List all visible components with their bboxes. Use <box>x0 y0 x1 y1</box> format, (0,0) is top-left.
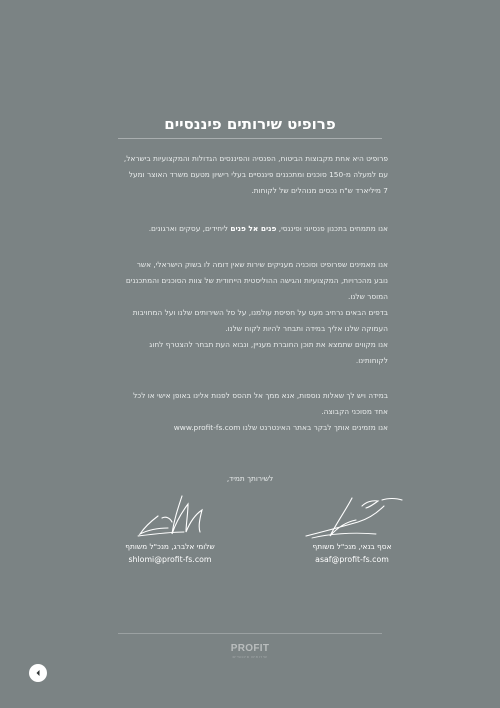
face-to-face-highlight: פנים אל פנים <box>230 224 277 233</box>
signatory-email-shlomi[interactable]: shlomi@profit-fs.com <box>128 555 212 564</box>
back-button[interactable] <box>29 664 47 682</box>
footer-divider <box>118 633 382 634</box>
beliefs-line: אנו מקווים שתמצא את תוכן החוברת מעניין, ונבוא העת תבחר להצטרף לחוג <box>149 340 388 349</box>
intro-line: פרופיט היא אחת מקבוצות הביטוח, הפנסיה והפיננסים הגדולות והמקצועיות בישראל, <box>123 154 388 163</box>
specialty-line <box>118 221 388 237</box>
signature-block-shlomi <box>80 488 260 564</box>
contact-line <box>118 420 388 436</box>
signature-shlomi-icon <box>110 488 230 540</box>
signatory-email-asaf[interactable]: asaf@profit-fs.com <box>315 555 389 564</box>
chevron-left-icon <box>34 669 42 677</box>
company-logo <box>225 643 275 659</box>
signature-asaf-icon <box>292 492 412 540</box>
closing-line: לשירותך תמיד, <box>226 474 274 483</box>
intro-line: עם למעלה מ-150 סוכנים ומתכננים פיננסיים בעלי רישיון מטעם משרד האוצר ומעל <box>128 170 388 179</box>
intro-line: 7 מיליארד ש"ח נכסים מנוהלים של לקוחות. <box>251 186 388 195</box>
logo-wordmark: PROFIT <box>230 643 270 654</box>
specialty-paragraph <box>118 221 388 237</box>
beliefs-line: לקוחותינו. <box>355 356 388 365</box>
logo-subtitle: שירותים פיננסיים <box>232 655 268 659</box>
specialty-text-end: ליחידים, עסקים וארגונים. <box>148 224 231 233</box>
signatory-name-asaf: אסף בנאי, מנכ"ל משותף <box>312 542 392 551</box>
signature-block-asaf <box>262 492 442 564</box>
contact-line: אחד מסוכני הקבוצה. <box>321 407 388 416</box>
website-invite-text: אנו מזמינים אותך לבקר באתר האינטרנט שלנו <box>240 423 388 432</box>
beliefs-line: אנו מאמינים שפרופיט וסוכניה מעניקים שירות שאין דומה לו בשוק הישראלי, אשר <box>136 260 388 269</box>
contact-paragraph <box>118 388 388 436</box>
beliefs-line: נובע מהכרויות, המקצועיות והגישה ההוליסטית הייחודית של צוות הסוכנים והמתכננים <box>125 276 388 285</box>
website-link[interactable]: www.profit-fs.com <box>173 423 241 432</box>
beliefs-line: המוסר שלנו. <box>348 292 388 301</box>
intro-paragraph <box>118 151 388 199</box>
title-divider <box>118 138 382 139</box>
beliefs-line: העמוקה שלנו אליך במידה ותבחר להיות לקוח שלנו. <box>225 324 388 333</box>
specialty-text: אנו מתמחים בתכנון פנסיוני ופיננסי, <box>276 224 388 233</box>
beliefs-paragraph <box>118 257 388 369</box>
contact-line: במידה ויש לך שאלות נוספות, אנא ממך אל תהסס לפנות אלינו באופן אישי או לכל <box>133 391 388 400</box>
signatory-name-shlomi: שלומי אלברג, מנכ"ל משותף <box>125 542 215 551</box>
beliefs-line: בדפים הבאים נרחיב מעט על חפיסת עולמנו, על סל השירותים שלנו ועל המחויבות <box>132 308 388 317</box>
page-title: פרופיט שירותים פיננסיים <box>164 115 336 133</box>
